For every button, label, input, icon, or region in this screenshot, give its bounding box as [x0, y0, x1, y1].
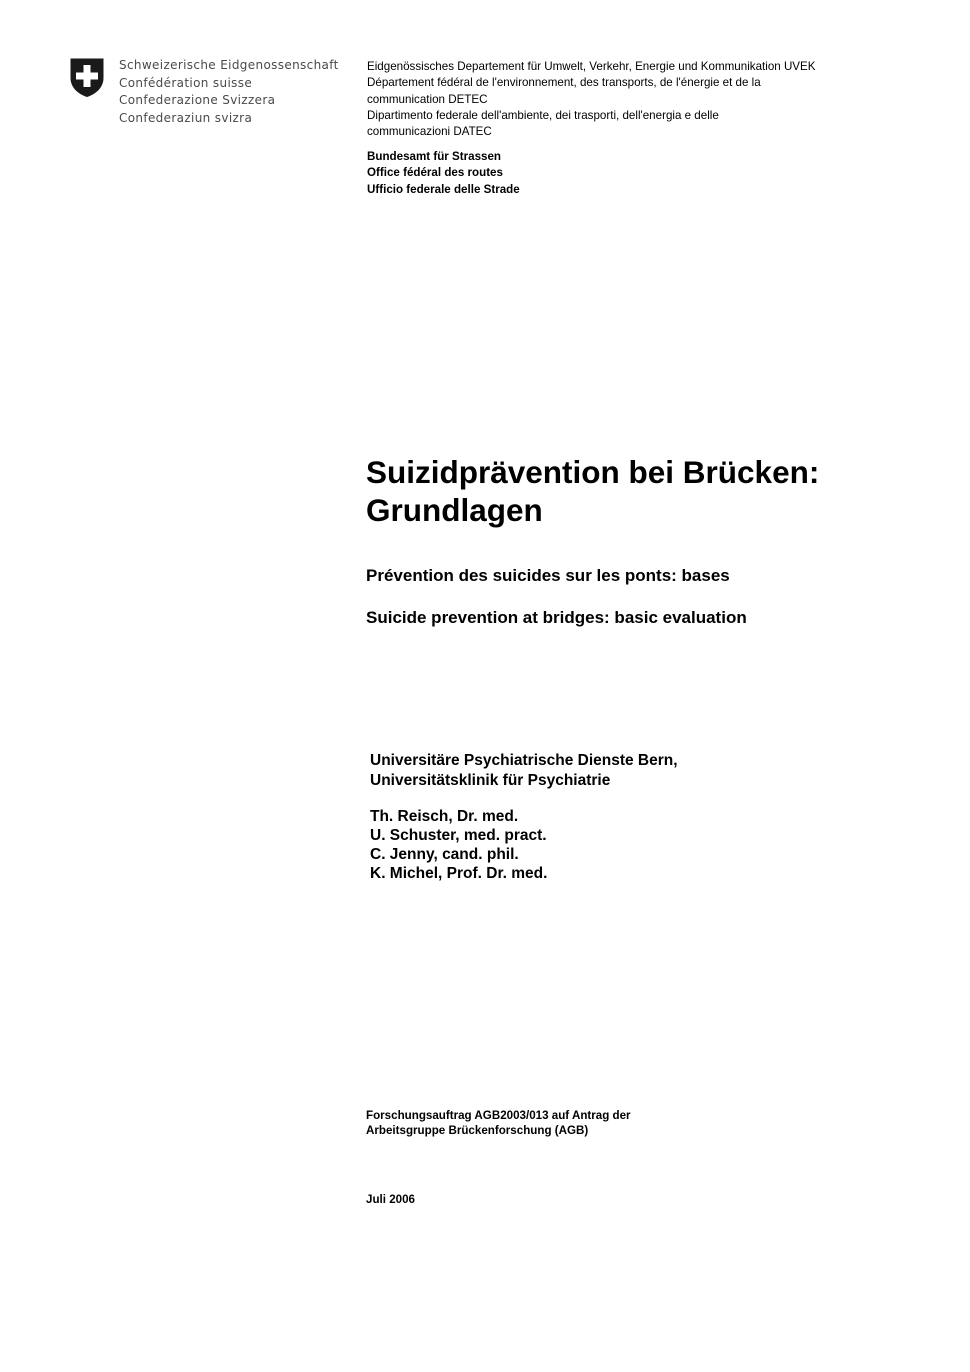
department-line: Dipartimento federale dell'ambiente, dei trasporti, dell'energia e delle [367, 108, 719, 122]
research-contract-line: Forschungsauftrag AGB2003/013 auf Antrag der [366, 1109, 631, 1122]
author-item: U. Schuster, med. pract. [370, 827, 547, 844]
department-block [367, 59, 857, 140]
subtitle-english: Suicide prevention at bridges: basic evaluation [366, 608, 747, 627]
author-item: Th. Reisch, Dr. med. [370, 808, 519, 825]
logo-line-de: Schweizerische Eidgenossenschaft [119, 58, 339, 72]
author-item: C. Jenny, cand. phil. [370, 846, 519, 863]
logo-line-rm: Confederaziun svizra [119, 110, 253, 125]
office-line: Office fédéral des routes [367, 166, 503, 180]
author-item: K. Michel, Prof. Dr. med. [370, 865, 548, 882]
research-contract-line: Arbeitsgruppe Brückenforschung (AGB) [366, 1124, 589, 1137]
document-title [366, 453, 819, 529]
department-line: Département fédéral de l'environnement, des transports, de l'énergie et de la [367, 76, 761, 90]
institution-line: Universitätsklinik für Psychiatrie [370, 771, 611, 789]
publication-date: Juli 2006 [366, 1193, 415, 1206]
subtitle-french: Prévention des suicides sur les ponts: bases [366, 566, 730, 585]
office-line: Bundesamt für Strassen [367, 150, 502, 163]
title-line: Grundlagen [366, 492, 543, 528]
logo-line-it: Confederazione Svizzera [119, 93, 276, 107]
department-line: Eidgenössisches Departement für Umwelt, Verkehr, Energie und Kommunikation UVEK [367, 60, 816, 73]
logo-line-fr: Confédération suisse [119, 75, 253, 90]
logo-wordmark [119, 57, 339, 127]
research-contract [366, 1108, 631, 1138]
office-block [367, 149, 520, 198]
department-line: communicazioni DATEC [367, 125, 492, 139]
office-line: Ufficio federale delle Strade [367, 182, 520, 196]
swiss-coat-of-arms-icon [69, 57, 105, 98]
institution-line: Universitäre Psychiatrische Dienste Bern, [370, 752, 678, 769]
authors-list [370, 807, 547, 883]
title-line: Suizidprävention bei Brücken: [366, 454, 820, 490]
department-line: communication DETEC [367, 92, 488, 106]
institution-block [370, 751, 678, 790]
